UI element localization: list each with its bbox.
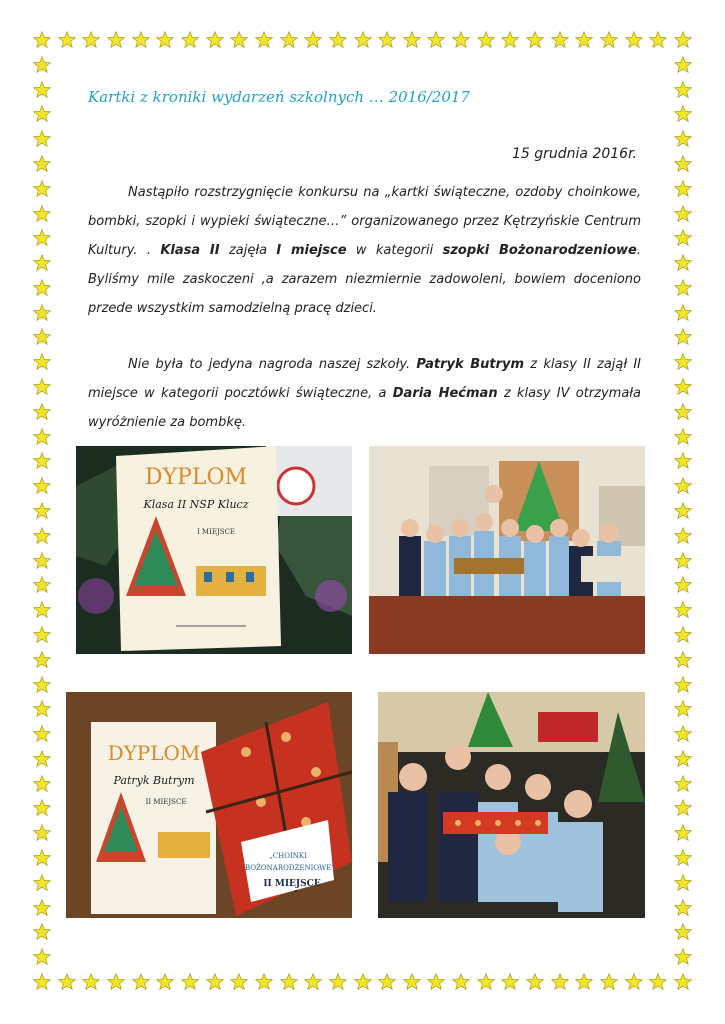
star-icon — [674, 477, 692, 495]
star-icon — [674, 799, 692, 817]
star-icon — [33, 799, 51, 817]
star-icon — [107, 973, 125, 991]
star-icon — [33, 527, 51, 545]
star-icon — [600, 31, 618, 49]
star-icon — [181, 973, 199, 991]
photo-diploma-gift — [66, 692, 352, 918]
star-icon — [674, 502, 692, 520]
star-icon — [33, 378, 51, 396]
star-icon — [33, 899, 51, 917]
star-icon — [600, 973, 618, 991]
star-icon — [674, 279, 692, 297]
star-icon — [58, 973, 76, 991]
star-icon — [378, 31, 396, 49]
star-icon — [82, 31, 100, 49]
star-icon — [674, 130, 692, 148]
star-icon — [82, 973, 100, 991]
star-icon — [132, 973, 150, 991]
star-icon — [33, 676, 51, 694]
star-icon — [156, 31, 174, 49]
p1-text-e: w kategorii — [346, 243, 443, 258]
star-icon — [674, 849, 692, 867]
star-icon — [33, 725, 51, 743]
star-icon — [33, 923, 51, 941]
star-icon — [33, 403, 51, 421]
star-icon — [33, 229, 51, 247]
star-icon — [674, 205, 692, 223]
star-icon — [674, 552, 692, 570]
p2-name-bold: Patryk Butrym — [416, 357, 525, 372]
diploma-gift-image — [66, 692, 352, 918]
star-icon — [674, 923, 692, 941]
star-icon — [674, 576, 692, 594]
star-icon — [33, 849, 51, 867]
star-icon — [33, 105, 51, 123]
star-icon — [33, 477, 51, 495]
star-icon — [674, 304, 692, 322]
star-icon — [551, 31, 569, 49]
star-icon — [58, 31, 76, 49]
star-icon — [625, 31, 643, 49]
star-icon — [255, 31, 273, 49]
star-icon — [674, 428, 692, 446]
diploma1-recipient: Klasa II NSP Klucz — [143, 498, 249, 511]
p1-class-bold: Klasa II — [160, 243, 220, 258]
star-icon — [33, 328, 51, 346]
star-icon — [501, 31, 519, 49]
star-icon — [33, 31, 51, 49]
p2-text-c: z klasy II zajął II miejsce w kategorii pocztówki świąteczne, a — [88, 357, 642, 401]
star-icon — [674, 56, 692, 74]
photo-children-present — [378, 692, 645, 918]
page-title: Kartki z kroniki wydarzeń szkolnych … 2016/2017 — [88, 88, 470, 106]
diploma-class-image — [76, 446, 352, 654]
star-icon — [575, 973, 593, 991]
star-icon — [354, 31, 372, 49]
star-icon — [674, 874, 692, 892]
p1-place-bold: I miejsce — [276, 243, 347, 258]
diploma2-recipient: Patryk Butrym — [113, 774, 195, 787]
star-icon — [427, 973, 445, 991]
star-icon — [674, 948, 692, 966]
star-icon — [674, 155, 692, 173]
star-icon — [33, 81, 51, 99]
star-icon — [674, 676, 692, 694]
star-icon — [649, 973, 667, 991]
star-icon — [403, 31, 421, 49]
star-icon — [181, 31, 199, 49]
star-icon — [674, 651, 692, 669]
star-icon — [674, 973, 692, 991]
paragraph-1 — [88, 178, 641, 323]
star-icon — [674, 626, 692, 644]
star-icon — [674, 254, 692, 272]
star-icon — [674, 725, 692, 743]
p2-text-e: z klasy IV otrzymała wyróżnienie za bombkę. — [88, 386, 641, 430]
star-icon — [674, 31, 692, 49]
star-icon — [674, 378, 692, 396]
star-icon — [304, 31, 322, 49]
star-icon — [33, 552, 51, 570]
star-icon — [329, 973, 347, 991]
p1-text-g: . Byliśmy mile zaskoczeni ,a zarazem niezmiernie zadowoleni, bowiem doceniono przede wszystkim samodzielną pracę dzieci. — [88, 243, 641, 316]
star-icon — [33, 279, 51, 297]
star-icon — [280, 31, 298, 49]
star-icon — [33, 948, 51, 966]
star-icon — [33, 205, 51, 223]
star-icon — [156, 973, 174, 991]
star-icon — [33, 155, 51, 173]
article-date: 15 grudnia 2016r. — [511, 146, 637, 162]
star-icon — [230, 973, 248, 991]
star-icon — [33, 824, 51, 842]
star-icon — [674, 353, 692, 371]
star-icon — [674, 527, 692, 545]
gift-label-line2: BOŻONARODZENIOWE” — [245, 864, 335, 872]
star-icon — [33, 973, 51, 991]
star-icon — [33, 750, 51, 768]
p2-name2-bold: Daria Hećman — [392, 386, 498, 401]
diploma2-place: II MIEJSCE — [145, 798, 187, 806]
p2-text-a: Nie była to jedyna nagroda naszej szkoły. — [128, 357, 417, 372]
star-icon — [33, 626, 51, 644]
star-icon — [674, 328, 692, 346]
star-icon — [33, 353, 51, 371]
star-icon — [230, 31, 248, 49]
star-icon — [674, 899, 692, 917]
star-icon — [575, 31, 593, 49]
star-icon — [206, 31, 224, 49]
star-icon — [674, 775, 692, 793]
star-icon — [33, 601, 51, 619]
star-icon — [33, 700, 51, 718]
star-icon — [33, 452, 51, 470]
photo-diploma-class — [76, 446, 352, 654]
star-icon — [674, 601, 692, 619]
star-icon — [33, 874, 51, 892]
children-present-image — [378, 692, 645, 918]
star-icon — [33, 56, 51, 74]
diploma1-heading: DYPLOM — [144, 465, 248, 490]
star-icon — [255, 973, 273, 991]
star-icon — [33, 651, 51, 669]
star-icon — [477, 31, 495, 49]
star-icon — [452, 973, 470, 991]
star-icon — [674, 81, 692, 99]
star-icon — [625, 973, 643, 991]
star-icon — [132, 31, 150, 49]
p1-text-c: zajęła — [219, 243, 277, 258]
star-icon — [33, 254, 51, 272]
star-icon — [33, 576, 51, 594]
star-icon — [33, 502, 51, 520]
star-icon — [674, 229, 692, 247]
star-icon — [206, 973, 224, 991]
star-icon — [33, 180, 51, 198]
star-icon — [452, 31, 470, 49]
diploma2-heading: DYPLOM — [107, 741, 201, 765]
star-icon — [329, 31, 347, 49]
gift-label-line1: „CHOINKI — [269, 852, 307, 860]
star-icon — [674, 403, 692, 421]
star-icon — [304, 973, 322, 991]
paragraph-2 — [88, 350, 641, 437]
star-icon — [526, 973, 544, 991]
star-icon — [33, 428, 51, 446]
star-icon — [526, 31, 544, 49]
star-icon — [674, 452, 692, 470]
star-icon — [551, 973, 569, 991]
diploma1-place: I MIEJSCE — [196, 528, 236, 536]
star-icon — [674, 750, 692, 768]
star-icon — [649, 31, 667, 49]
star-icon — [427, 31, 445, 49]
star-icon — [501, 973, 519, 991]
star-icon — [403, 973, 421, 991]
photo-children-group — [369, 446, 645, 654]
p1-text-a: Nastąpiło rozstrzygnięcie konkursu na „kartki świąteczne, ozdoby choinkowe, bombki, szopki i wypieki świąteczne…” organizowanego przez Kętrzyńskie Centrum Kultury. . — [88, 185, 641, 258]
star-icon — [280, 973, 298, 991]
children-group-image — [369, 446, 645, 654]
star-icon — [107, 31, 125, 49]
star-icon — [674, 180, 692, 198]
star-icon — [674, 105, 692, 123]
star-icon — [33, 775, 51, 793]
star-icon — [33, 304, 51, 322]
p1-category-bold: szopki Bożonarodzeniowe — [442, 243, 637, 258]
star-icon — [33, 130, 51, 148]
gift-label-line3: II MIEJSCE — [263, 879, 321, 889]
star-icon — [674, 824, 692, 842]
star-icon — [354, 973, 372, 991]
star-icon — [378, 973, 396, 991]
star-icon — [477, 973, 495, 991]
star-icon — [674, 700, 692, 718]
